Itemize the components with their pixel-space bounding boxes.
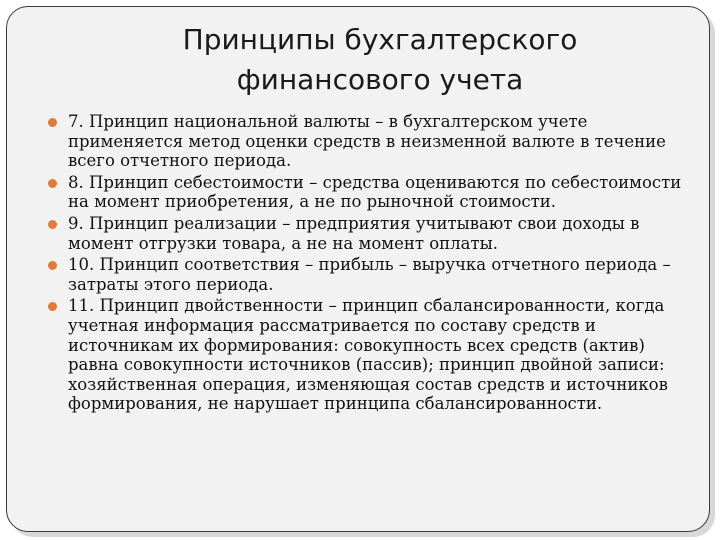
bullet-item <box>48 255 688 294</box>
bullet-text: 8. Принцип себестоимости – средства оцениваются по себестоимости на момент приобретения, а не по рыночной стоимости. <box>68 172 682 212</box>
bullet-dot-icon <box>48 220 57 229</box>
bullet-dot-icon <box>48 118 57 127</box>
bullet-dot-icon <box>48 179 57 188</box>
bullet-item <box>48 214 688 253</box>
bullet-text: 7. Принцип национальной валюты – в бухгалтерском учете применяется метод оценки средств в неизменной валюте в течение всего отчетного периода. <box>68 112 666 171</box>
bullet-text: 11. Принцип двойственности – принцип сбалансированности, когда учетная информация рассматривается по составу средств и источникам их формирования: совокупность всех средств (актив) равна совокупности источников (пассив); принцип двойной записи: хозяйственная операция, изменяющая состав средств и источников формирования, не нарушает принципа сбалансированности. <box>68 296 668 414</box>
bullet-list <box>48 112 688 416</box>
bullet-text: 9. Принцип реализации – предприятия учитывают свои доходы в момент отгрузки товара, а не на момент оплаты. <box>68 213 640 253</box>
bullet-dot-icon <box>48 261 57 270</box>
bullet-text: 10. Принцип соответствия – прибыль – выручка отчетного периода – затраты этого периода. <box>68 255 671 294</box>
bullet-item <box>48 112 688 171</box>
bullet-dot-icon <box>48 302 57 311</box>
slide-title: Принципы бухгалтерского финансового учета <box>182 23 578 96</box>
bullet-item <box>48 173 688 212</box>
bullet-item <box>48 296 688 414</box>
